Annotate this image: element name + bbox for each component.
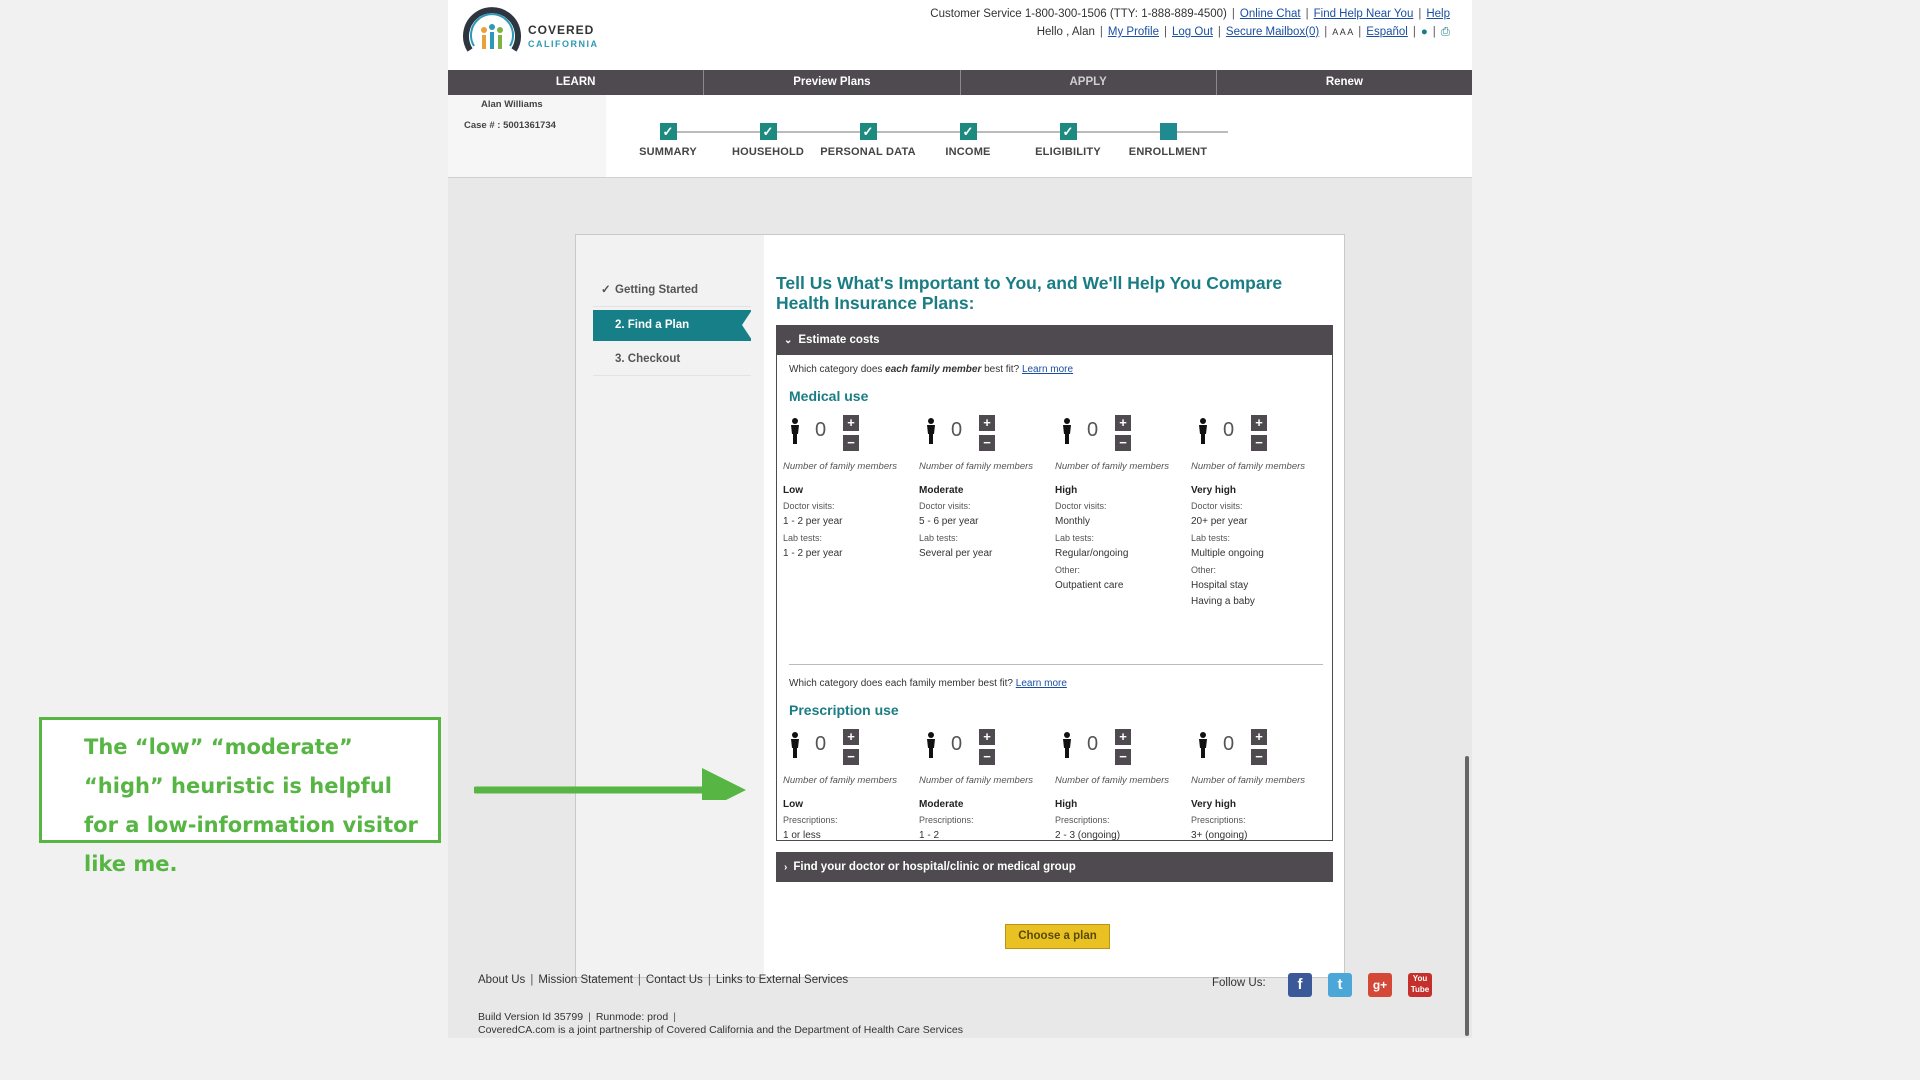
attr-value: 20+ per year xyxy=(1191,516,1248,527)
plus-icon[interactable]: + xyxy=(979,729,995,745)
attr-value: Hospital stay xyxy=(1191,580,1249,591)
medical-level-moderate xyxy=(919,415,1055,560)
scrollbar[interactable] xyxy=(1465,756,1469,1036)
check-icon: ✓ xyxy=(601,284,611,296)
my-profile-link[interactable]: My Profile xyxy=(1107,26,1159,38)
leftnav-label: 2. Find a Plan xyxy=(615,319,690,331)
count-value: 0 xyxy=(815,419,827,441)
text-size-control[interactable]: A A A xyxy=(1332,27,1354,37)
person-icon xyxy=(1061,418,1073,444)
level-name: Very high xyxy=(1191,485,1237,496)
leftnav-label: 3. Checkout xyxy=(615,353,681,365)
attr-value: 3+ (ongoing) xyxy=(1191,830,1248,841)
leftnav-label: Getting Started xyxy=(615,284,699,296)
nav-apply[interactable]: APPLY xyxy=(961,70,1217,95)
annotation-arrow-icon xyxy=(474,764,748,800)
medical-question xyxy=(789,364,1073,375)
google-plus-icon[interactable]: g+ xyxy=(1368,973,1392,997)
logo-line1: COVERED xyxy=(528,23,595,37)
greeting-text: Hello , Alan xyxy=(1036,26,1095,38)
step-summary[interactable] xyxy=(613,123,723,158)
person-icon xyxy=(789,418,801,444)
attr-value: 1 - 2 per year xyxy=(783,548,843,559)
count-label: Number of family members xyxy=(1055,775,1170,786)
plus-icon[interactable]: + xyxy=(843,415,859,431)
level-name: High xyxy=(1055,799,1078,810)
step-label: SUMMARY xyxy=(639,146,697,158)
step-income[interactable] xyxy=(913,123,1023,158)
nav-learn[interactable]: LEARN xyxy=(448,70,704,95)
build-version: Build Version Id 35799 xyxy=(478,1011,584,1023)
attr-label: Lab tests: xyxy=(1055,533,1095,543)
choose-plan-button[interactable]: Choose a plan xyxy=(1005,924,1110,949)
step-enrollment[interactable] xyxy=(1113,123,1223,158)
attr-value: Monthly xyxy=(1055,516,1091,527)
estimate-costs-label: Estimate costs xyxy=(798,334,880,346)
count-label: Number of family members xyxy=(919,461,1034,472)
attr-label: Lab tests: xyxy=(919,533,959,543)
minus-icon[interactable]: − xyxy=(979,435,995,451)
runmode: Runmode: prod xyxy=(595,1011,669,1023)
attr-label: Prescriptions: xyxy=(783,815,838,825)
person-icon xyxy=(789,732,801,758)
case-number: Case # : 5001361734 xyxy=(464,120,556,131)
step-label: ELIGIBILITY xyxy=(1035,146,1101,158)
count-label: Number of family members xyxy=(1191,775,1306,786)
count-value: 0 xyxy=(1223,419,1235,441)
nav-renew[interactable]: Renew xyxy=(1325,76,1363,88)
attr-value: Multiple ongoing xyxy=(1191,548,1264,559)
log-out-link[interactable]: Log Out xyxy=(1172,26,1213,38)
check-icon: ✓ xyxy=(660,123,677,140)
utility-bar-bottom: Hello , Alan | My Profile | Log Out | Secure Mailbox(0) | A A A | Español | ● | ⎙ xyxy=(1036,26,1450,38)
mission-statement-link[interactable]: Mission Statement xyxy=(538,974,633,986)
attr-value: Several per year xyxy=(919,548,993,559)
contact-us-link[interactable]: Contact Us xyxy=(645,974,703,986)
leftnav-find-plan[interactable] xyxy=(593,310,751,341)
step-personal-data[interactable] xyxy=(813,123,923,158)
prescription-question xyxy=(789,678,1067,689)
divider xyxy=(789,664,1323,665)
customer-service-text: Customer Service 1-800-300-1506 (TTY: 1-888-889-4500) xyxy=(930,8,1227,20)
minus-icon[interactable]: − xyxy=(1115,749,1131,765)
attr-label: Doctor visits: xyxy=(919,501,971,511)
external-links-link[interactable]: Links to External Services xyxy=(715,974,849,986)
medical-question-em: each family member xyxy=(885,364,982,375)
step-household[interactable] xyxy=(713,123,823,158)
minus-icon[interactable]: − xyxy=(1251,435,1267,451)
count-value: 0 xyxy=(815,733,827,755)
person-icon xyxy=(1061,732,1073,758)
left-nav xyxy=(576,235,764,977)
medical-level-very-high xyxy=(1191,415,1327,608)
level-name: Moderate xyxy=(919,799,964,810)
attr-label: Prescriptions: xyxy=(919,815,974,825)
medical-level-low xyxy=(783,415,919,560)
attr-value: Outpatient care xyxy=(1055,580,1124,591)
attr-label: Other: xyxy=(1055,565,1081,575)
find-doctor-label: Find your doctor or hospital/clinic or medical group xyxy=(793,861,1076,873)
user-info xyxy=(448,95,606,177)
check-icon: ✓ xyxy=(760,123,777,140)
prescription-level-moderate xyxy=(919,729,1055,842)
chevron-down-icon: ⌄ xyxy=(784,335,793,346)
leftnav-getting-started[interactable] xyxy=(593,275,751,307)
medical-use-heading: Medical use xyxy=(789,388,869,404)
attr-value: 5 - 6 per year xyxy=(919,516,979,527)
medical-level-high xyxy=(1055,415,1191,592)
step-label: INCOME xyxy=(945,146,991,158)
secure-mailbox-link[interactable]: Secure Mailbox(0) xyxy=(1225,26,1320,38)
minus-icon[interactable]: − xyxy=(843,435,859,451)
progress-bar-area xyxy=(448,95,1472,178)
attr-label: Lab tests: xyxy=(1191,533,1231,543)
count-label: Number of family members xyxy=(783,461,898,472)
step-label: HOUSEHOLD xyxy=(731,146,805,158)
prescription-level-low xyxy=(783,729,919,842)
check-icon: ✓ xyxy=(1060,123,1077,140)
level-name: Moderate xyxy=(919,485,964,496)
medical-question-pre: Which category does xyxy=(789,364,886,375)
plus-icon[interactable]: + xyxy=(1115,415,1131,431)
partnership-text: CoveredCA.com is a joint partnership of Covered California and the Department of Health Care Services xyxy=(478,1024,963,1036)
count-label: Number of family members xyxy=(783,775,898,786)
about-us-link[interactable]: About Us xyxy=(478,974,526,986)
attr-label: Prescriptions: xyxy=(1055,815,1110,825)
step-label: ENROLLMENT xyxy=(1128,146,1208,158)
estimate-costs-panel xyxy=(776,355,1333,841)
youtube-icon[interactable]: You Tube xyxy=(1408,973,1432,997)
logo-icon xyxy=(462,6,522,64)
follow-us-label: Follow Us: xyxy=(1212,977,1266,989)
prescription-question-text: Which category does each family member best fit? xyxy=(789,678,1013,689)
count-label: Number of family members xyxy=(1191,461,1306,472)
online-chat-link[interactable]: Online Chat xyxy=(1239,8,1301,20)
user-name: Alan Williams xyxy=(481,99,543,110)
attr-value: 1 - 2 per year xyxy=(783,516,843,527)
estimate-costs-header[interactable] xyxy=(776,325,1333,355)
build-info: Build Version Id 35799 | Runmode: prod | CoveredCA.com is a joint partnership of Covered California and the Department of Health Care Services xyxy=(478,1011,963,1036)
plus-icon[interactable]: + xyxy=(843,729,859,745)
level-name: Low xyxy=(783,485,803,496)
enrollment-progress xyxy=(628,95,1268,177)
attr-label: Doctor visits: xyxy=(783,501,835,511)
prescription-level-high xyxy=(1055,729,1191,842)
medical-question-post: best fit? xyxy=(981,364,1020,375)
level-name: Low xyxy=(783,799,803,810)
prescription-use-heading: Prescription use xyxy=(789,702,899,718)
step-eligibility[interactable] xyxy=(1013,123,1123,158)
count-value: 0 xyxy=(1087,419,1099,441)
attr-label: Doctor visits: xyxy=(1055,501,1107,511)
plus-icon[interactable]: + xyxy=(1251,729,1267,745)
plus-icon[interactable]: + xyxy=(1251,415,1267,431)
espanol-link[interactable]: Español xyxy=(1366,26,1408,38)
level-name: High xyxy=(1055,485,1078,496)
check-icon: ✓ xyxy=(960,123,977,140)
help-link[interactable]: Help xyxy=(1426,8,1450,20)
person-icon xyxy=(1197,418,1209,444)
attr-value: 1 or less xyxy=(783,830,821,841)
minus-icon[interactable]: − xyxy=(979,749,995,765)
follow-us xyxy=(1212,974,1430,994)
person-icon xyxy=(1197,732,1209,758)
plus-icon[interactable]: + xyxy=(1115,729,1131,745)
leftnav-checkout[interactable] xyxy=(593,344,751,376)
count-label: Number of family members xyxy=(919,775,1034,786)
footer-links: About Us | Mission Statement | Contact Us | Links to External Services xyxy=(478,974,849,986)
count-value: 0 xyxy=(1223,733,1235,755)
logo-line2: CALIFORNIA xyxy=(528,39,599,49)
minus-icon[interactable]: − xyxy=(1251,749,1267,765)
attr-value: Having a baby xyxy=(1191,596,1255,607)
globe-icon[interactable]: ● xyxy=(1420,26,1428,38)
current-step-icon xyxy=(1160,123,1177,140)
annotation-text: The “low” “moderate” “high” heuristic is helpful for a low-information visitor like me. xyxy=(84,735,418,876)
count-value: 0 xyxy=(951,733,963,755)
learn-more-link[interactable]: Learn more xyxy=(1015,678,1067,689)
plan-finder-panel xyxy=(575,234,1345,978)
attr-value: 2 - 3 (ongoing) xyxy=(1055,830,1121,841)
count-value: 0 xyxy=(951,419,963,441)
annotation-note xyxy=(39,717,441,876)
facebook-icon[interactable]: f xyxy=(1288,973,1312,997)
page-title: Tell Us What's Important to You, and We'll Help You Compare Health Insurance Plans: xyxy=(776,273,1283,313)
find-help-link[interactable]: Find Help Near You xyxy=(1313,8,1414,20)
covered-california-logo[interactable] xyxy=(462,6,602,66)
main-nav xyxy=(448,70,1472,95)
attr-value: Regular/ongoing xyxy=(1055,548,1129,559)
plus-icon[interactable]: + xyxy=(979,415,995,431)
chevron-right-icon: › xyxy=(784,862,788,873)
find-doctor-header[interactable] xyxy=(776,852,1333,882)
step-label: PERSONAL DATA xyxy=(820,146,916,158)
minus-icon[interactable]: − xyxy=(1115,435,1131,451)
prescription-level-very-high xyxy=(1191,729,1327,842)
attr-label: Other: xyxy=(1191,565,1217,575)
main-content xyxy=(776,273,1333,873)
count-value: 0 xyxy=(1087,733,1099,755)
nav-preview-plans[interactable]: Preview Plans xyxy=(704,70,960,95)
attr-label: Doctor visits: xyxy=(1191,501,1243,511)
minus-icon[interactable]: − xyxy=(843,749,859,765)
person-icon xyxy=(925,732,937,758)
attr-label: Lab tests: xyxy=(783,533,823,543)
count-label: Number of family members xyxy=(1055,461,1170,472)
learn-more-link[interactable]: Learn more xyxy=(1021,364,1074,375)
person-icon xyxy=(925,418,937,444)
attr-label: Prescriptions: xyxy=(1191,815,1246,825)
check-icon: ✓ xyxy=(860,123,877,140)
utility-bar-top: Customer Service 1-800-300-1506 (TTY: 1-888-889-4500) | Online Chat | Find Help Near You | Help xyxy=(930,8,1450,20)
attr-value: 1 - 2 xyxy=(919,830,940,841)
print-icon[interactable]: ⎙ xyxy=(1440,26,1450,38)
level-name: Very high xyxy=(1191,799,1237,810)
site-header xyxy=(448,0,1472,70)
twitter-icon[interactable]: t xyxy=(1328,973,1352,997)
